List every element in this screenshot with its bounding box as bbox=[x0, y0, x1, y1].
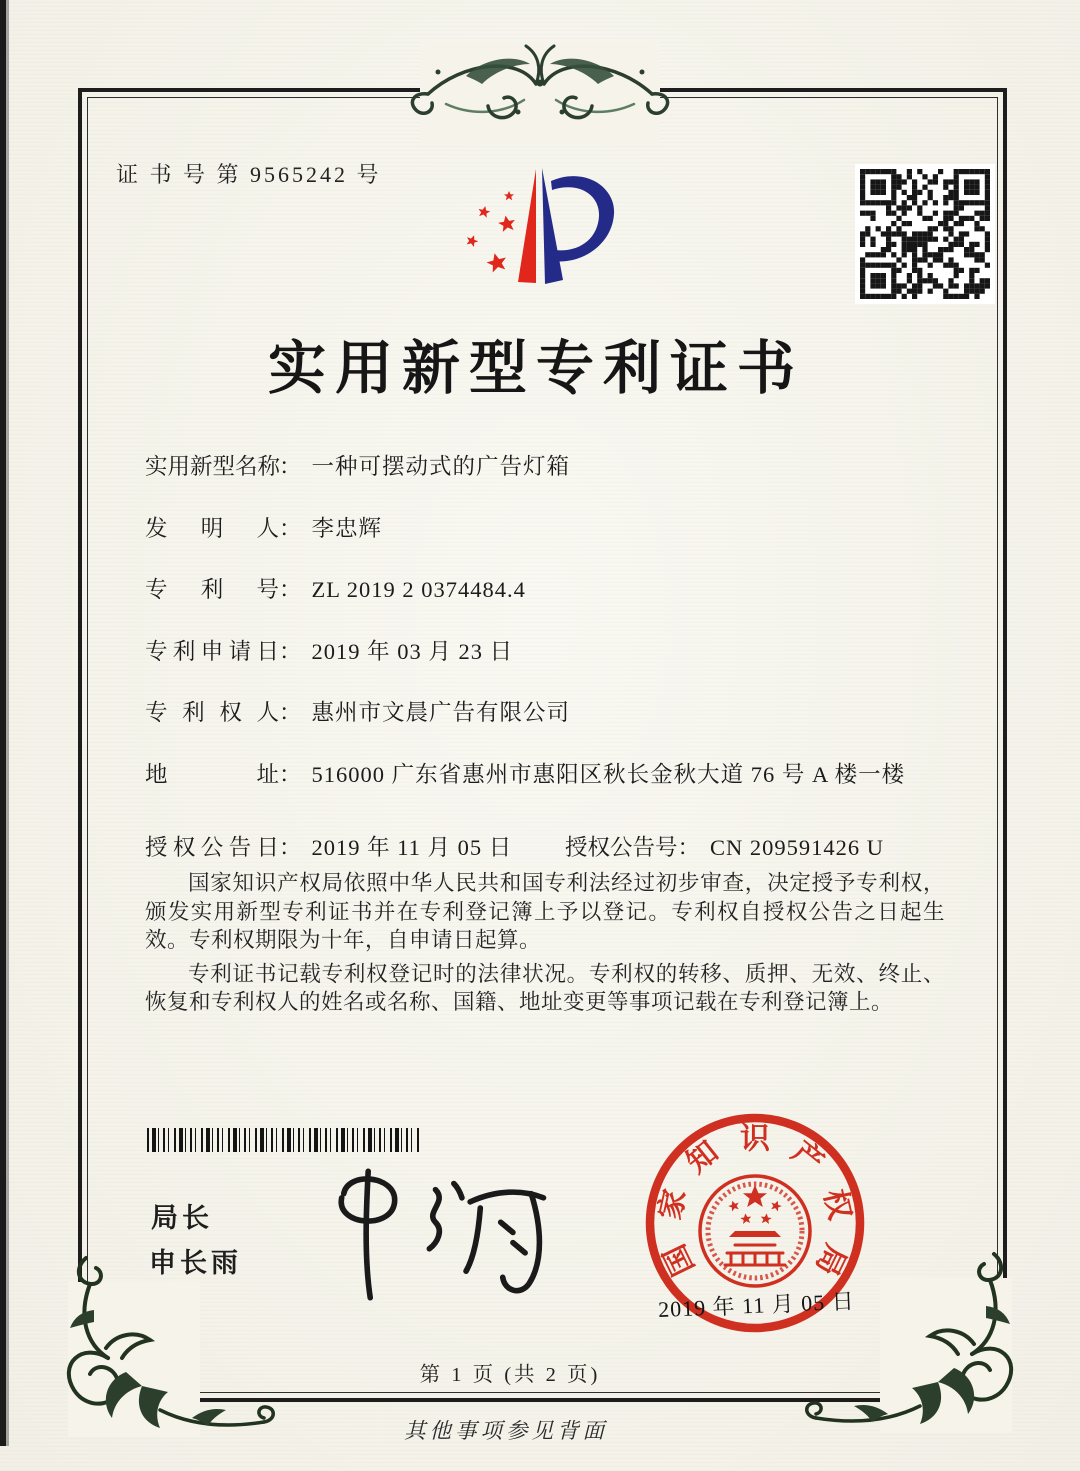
svg-text:家: 家 bbox=[653, 1186, 693, 1223]
grant-number-field bbox=[565, 830, 884, 862]
signer-title: 局长 bbox=[151, 1203, 213, 1233]
border-ornament-top bbox=[368, 42, 712, 146]
barcode bbox=[147, 1128, 419, 1152]
legal-paragraph-2: 专利证书记载专利权登记时的法律状况。专利权的转移、质押、无效、终止、恢复和专利权人的姓名或名称、国籍、地址变更等事项记载在专利登记簿上。 bbox=[145, 961, 945, 1014]
field-colon: ： bbox=[279, 700, 302, 725]
certificate-number: 证 书 号 第 9565242 号 bbox=[116, 162, 382, 187]
field-label: 专利申请日 bbox=[145, 638, 279, 664]
grant-number-value: CN 209591426 U bbox=[710, 835, 885, 860]
svg-text:知: 知 bbox=[680, 1135, 725, 1180]
field-value: 一种可摆动式的广告灯箱 bbox=[311, 454, 571, 479]
svg-text:国: 国 bbox=[658, 1239, 701, 1281]
field-patent-number bbox=[145, 572, 965, 634]
field-label: 授权公告号 bbox=[565, 835, 678, 860]
field-list bbox=[145, 449, 965, 818]
qr-code bbox=[855, 164, 995, 304]
field-label: 专利号 bbox=[145, 577, 279, 602]
scan-edge-artifact-soft bbox=[6, 0, 9, 1446]
cnipa-logo bbox=[448, 146, 653, 298]
field-label: 授权公告日 bbox=[145, 835, 279, 860]
signer-name: 申长雨 bbox=[149, 1248, 242, 1278]
field-colon: ： bbox=[279, 577, 302, 602]
seal-date: 2019 年 11 月 05 日 bbox=[657, 1288, 856, 1323]
signature-autograph bbox=[305, 1162, 570, 1307]
field-label: 专利权人 bbox=[145, 700, 279, 725]
grant-row bbox=[145, 830, 965, 862]
legal-paragraph-1: 国家知识产权局依照中华人民共和国专利法经过初步审查，决定授予专利权，颁发实用新型专利证书并在专利登记簿上予以登记。专利权自授权公告之日起生效。专利权期限为十年，自申请日起算。 bbox=[145, 871, 945, 952]
field-label: 发明人 bbox=[145, 515, 279, 541]
field-value: 516000 广东省惠州市惠阳区秋长金秋大道 76 号 A 楼一楼 bbox=[311, 761, 906, 787]
grant-date-field bbox=[145, 835, 512, 860]
legal-paragraphs bbox=[145, 869, 945, 1022]
official-seal bbox=[604, 1072, 906, 1374]
field-colon: ： bbox=[279, 638, 302, 664]
logo-blue-bowl bbox=[551, 176, 614, 261]
field-address bbox=[145, 757, 965, 819]
svg-text:局: 局 bbox=[809, 1239, 852, 1281]
field-value: 惠州市文晨广告有限公司 bbox=[311, 700, 571, 725]
field-colon: ： bbox=[279, 761, 302, 787]
field-label: 实用新型名称 bbox=[145, 454, 281, 479]
field-inventor bbox=[145, 511, 965, 573]
field-label: 地址 bbox=[145, 761, 279, 787]
logo-stars bbox=[465, 191, 517, 273]
tiananmen-gate bbox=[725, 1231, 785, 1265]
field-value: 2019 年 03 月 23 日 bbox=[311, 638, 514, 664]
field-colon: ： bbox=[677, 835, 701, 860]
field-colon: ： bbox=[279, 835, 302, 860]
svg-text:识: 识 bbox=[740, 1122, 770, 1156]
field-utility-model-name bbox=[145, 449, 965, 511]
field-value: ZL 2019 2 0374484.4 bbox=[311, 577, 526, 602]
svg-text:权: 权 bbox=[817, 1186, 857, 1223]
svg-text:产: 产 bbox=[785, 1135, 830, 1180]
field-colon: ： bbox=[279, 454, 302, 479]
field-filing-date bbox=[145, 634, 965, 696]
certificate-title: 实用新型专利证书 bbox=[267, 336, 804, 401]
logo-red-wedge bbox=[518, 169, 536, 283]
page-indicator: 第 1 页 (共 2 页) bbox=[419, 1364, 601, 1386]
field-colon: ： bbox=[279, 515, 302, 541]
national-emblem bbox=[700, 1176, 810, 1286]
grant-date-value: 2019 年 11 月 05 日 bbox=[311, 835, 513, 860]
back-note: 其他事项参见背面 bbox=[403, 1419, 608, 1443]
field-patentee bbox=[145, 695, 965, 757]
field-value: 李忠辉 bbox=[311, 515, 383, 541]
